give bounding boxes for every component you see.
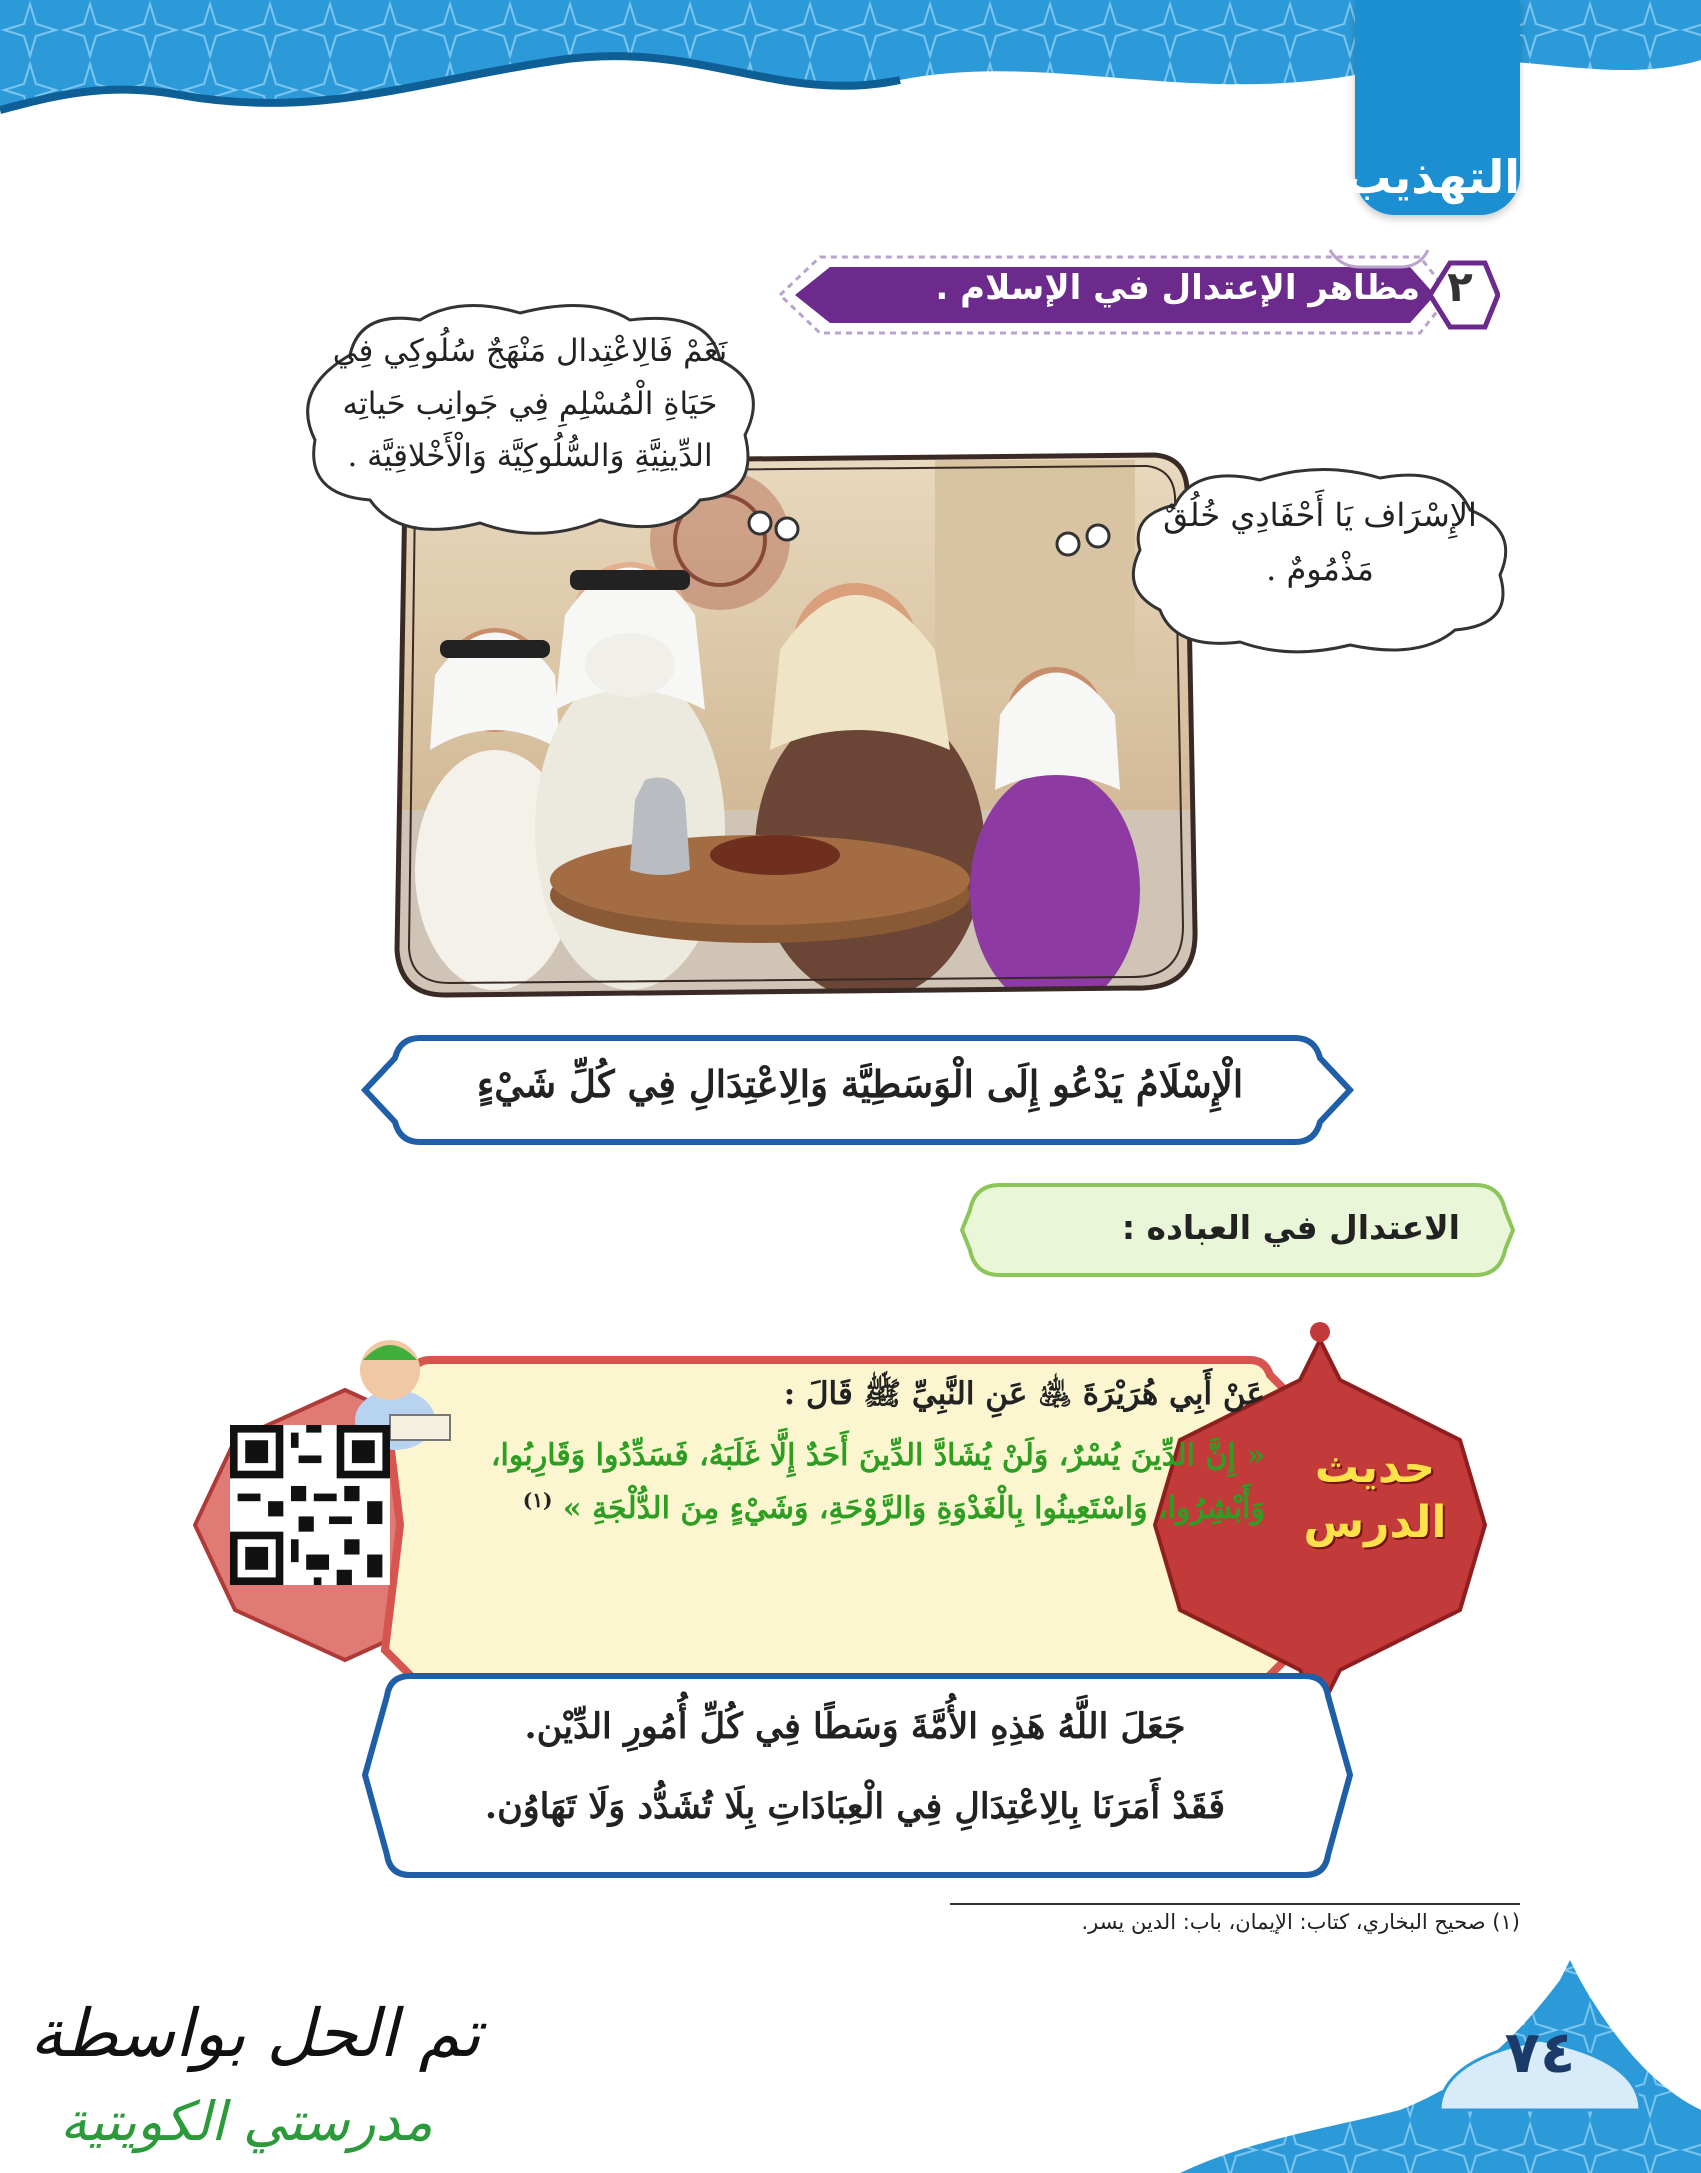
section-number: ٢ bbox=[1447, 262, 1473, 311]
summary-line-1: جَعَلَ اللَّهُ هَذِهِ الأُمَّةَ وَسَطًا فِي كُلِّ أُمُورِ الدِّيْن. bbox=[524, 1706, 1186, 1747]
hadith-body bbox=[455, 1430, 1265, 1535]
hadith-badge-line-1: حديث bbox=[1314, 1442, 1436, 1493]
subject-title: التهذيب bbox=[1345, 150, 1520, 204]
summary-line-2: فَقَدْ أَمَرَنَا بِالِاعْتِدَالِ فِي الْعِبَادَاتِ بِلَا تُشَدُّد وَلَا تَهَاوُن. bbox=[484, 1786, 1226, 1827]
footnote-divider bbox=[950, 1903, 1520, 1905]
hadith-badge-line-2: الدرس bbox=[1303, 1497, 1447, 1548]
thought-dots-left bbox=[745, 505, 805, 545]
hadith-intro: عَنْ أَبِي هُرَيْرَةَ ﵁ عَنِ النَّبِيِّ ﷺ قَالَ : bbox=[783, 1376, 1265, 1412]
hadith-text: « إِنَّ الدِّينَ يُسْرٌ، وَلَنْ يُشَادَّ الدِّينَ أَحَدٌ إِلَّا غَلَبَهُ، فَسَدِّدُوا وَقَارِبُوا، وَأَبْشِرُوا، وَاسْتَعِينُوا بِالْغَدْوَةِ وَالرَّوْحَةِ، وَشَيْءٍ مِنَ الدُّلْجَةِ » bbox=[490, 1438, 1265, 1526]
thought-dots-right bbox=[1050, 520, 1120, 560]
section-title: مظاهر الإعتدال في الإسلام . bbox=[935, 268, 1420, 308]
grandfather-speech-text: نَعَمْ فَالِاعْتِدال مَنْهَجٌ سُلُوكِي فِي حَيَاةِ الْمُسْلِمِ فِي جَوانِب حَياتِه الدِّينِيَّةِ وَالسُّلُوكِيَّة وَالْأَخْلاقِيَّة . bbox=[332, 333, 728, 475]
principle-text: الْإِسْلَامُ يَدْعُو إِلَى الْوَسَطِيَّة وَالِاعْتِدَالِ فِي كُلِّ شَيْءٍ bbox=[476, 1062, 1244, 1106]
solver-credit-line-2: مدرستي الكويتية bbox=[60, 2090, 433, 2153]
qr-code[interactable] bbox=[230, 1425, 390, 1585]
solver-credit-line-1: تم الحل بواسطة bbox=[30, 1995, 481, 2072]
hadith-footnote-ref: (١) bbox=[522, 1487, 553, 1512]
footnote: (١) صحيح البخاري، كتاب: الإيمان، باب: الدين يسر. bbox=[1081, 1910, 1520, 1934]
hadith-badge-label bbox=[1290, 1440, 1460, 1550]
summary-frame bbox=[360, 1668, 1355, 1883]
page-number: ٧٤ bbox=[1504, 2018, 1576, 2086]
grandmother-speech-text: الإِسْرَاف يَا أَحْفَادِي خُلُقٌ مَذْمُومٌ . bbox=[1163, 496, 1477, 589]
topic-label: الاعتدال في العباده : bbox=[1121, 1208, 1460, 1247]
